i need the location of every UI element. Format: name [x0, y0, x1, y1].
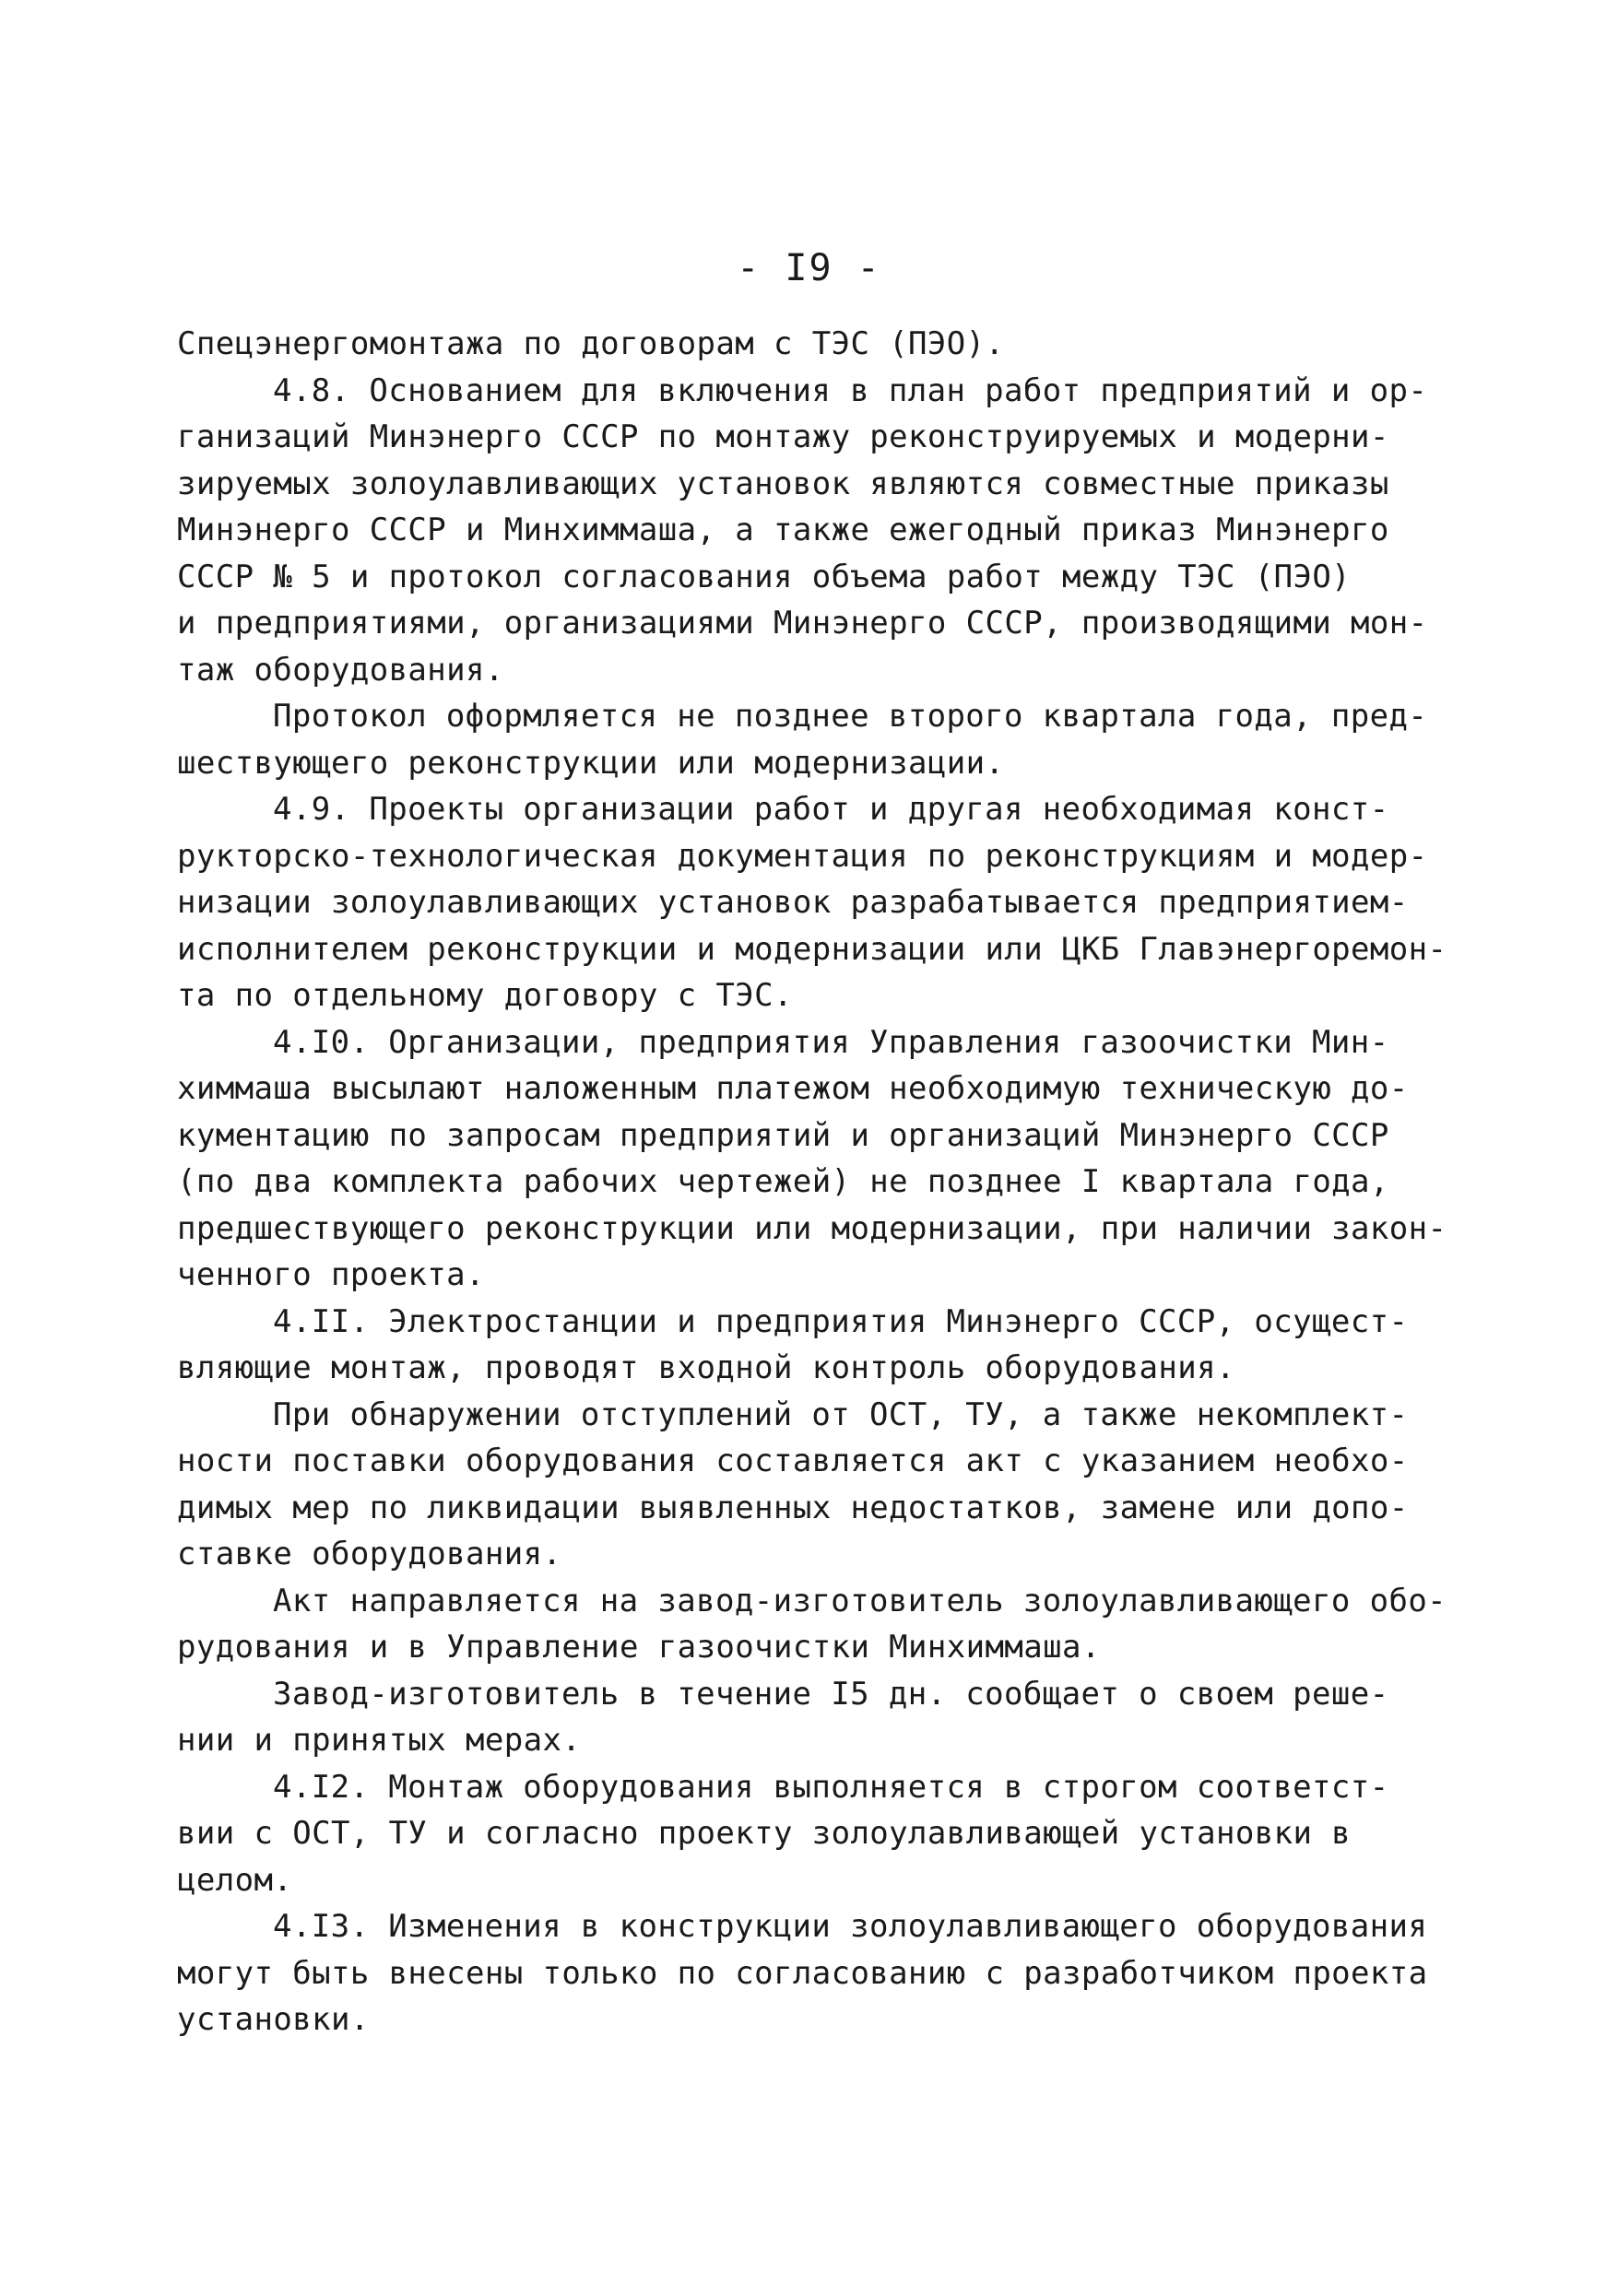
text-line: рудования и в Управление газоочистки Минхиммаша.	[177, 1629, 1101, 1666]
page-number: - I9 -	[737, 247, 881, 289]
text-line: Спецэнергомонтажа по договорам с ТЭС (ПЭО).	[177, 325, 1005, 362]
text-line: 4.I0. Организации, предприятия Управления газоочистки Мин-	[273, 1023, 1389, 1061]
text-line: Минэнерго СССР и Минхиммаша, а также ежегодный приказ Минэнерго	[177, 512, 1389, 548]
text-line: зируемых золоулавливающих установок являются совместные приказы	[177, 465, 1389, 502]
text-line: химмаша высылают наложенным платежом необходимую техническую до-	[177, 1070, 1409, 1107]
text-line: могут быть внесены только по согласованию с разработчиком проекта	[177, 1954, 1428, 1992]
text-line: предшествующего реконструкции или модернизации, при наличии закон-	[177, 1209, 1447, 1247]
text-line: исполнителем реконструкции и модернизации или ЦКБ Главэнергоремон-	[177, 930, 1447, 968]
document-body	[177, 321, 1447, 2043]
text-line: 4.8. Основанием для включения в план работ предприятий и ор-	[273, 371, 1428, 409]
text-line: Акт направляется на завод-изготовитель золоулавливающего обо-	[273, 1582, 1447, 1619]
text-line: нии и принятых мерах.	[177, 1722, 582, 1759]
text-line: и предприятиями, организациями Минэнерго СССР, производящими мон-	[177, 605, 1428, 642]
text-line: рукторско-технологическая документация по реконструкциям и модер-	[177, 837, 1428, 875]
text-line: та по отдельному договору с ТЭС.	[177, 977, 793, 1014]
text-line: вляющие монтаж, проводят входной контроль оборудования.	[177, 1349, 1235, 1386]
text-line: 4.I2. Монтаж оборудования выполняется в строгом соответст-	[273, 1768, 1389, 1806]
text-line: 4.II. Электростанции и предприятия Минэнерго СССР, осущест-	[273, 1302, 1409, 1340]
text-line: ставке оборудования.	[177, 1536, 562, 1572]
text-line: низации золоулавливающих установок разрабатывается предприятием-	[177, 884, 1409, 921]
text-line: 4.9. Проекты организации работ и другая необходимая конст-	[273, 791, 1389, 828]
text-line: ности поставки оборудования составляется акт с указанием необхо-	[177, 1442, 1409, 1479]
text-line: 4.I3. Изменения в конструкции золоулавливающего оборудования	[273, 1908, 1428, 1945]
text-line: ченного проекта.	[177, 1256, 485, 1293]
text-line: вии с ОСТ, ТУ и согласно проекту золоулавливающей установки в	[177, 1815, 1352, 1852]
text-line: таж оборудования.	[177, 651, 504, 689]
text-line: шествующего реконструкции или модернизации.	[177, 744, 1005, 782]
text-line: целом.	[177, 1861, 293, 1899]
text-line: Протокол оформляется не позднее второго квартала года, пред-	[273, 698, 1428, 735]
text-line: ганизаций Минэнерго СССР по монтажу реконструируемых и модерни-	[177, 418, 1389, 455]
text-line: димых мер по ликвидации выявленных недостатков, замене или допо-	[177, 1489, 1409, 1526]
text-line: СССР № 5 и протокол согласования объема работ между ТЭС (ПЭО)	[177, 558, 1352, 595]
text-line: Завод-изготовитель в течение I5 дн. сообщает о своем реше-	[273, 1675, 1389, 1713]
text-line: При обнаружении отступлений от ОСТ, ТУ, а также некомплект-	[273, 1395, 1409, 1433]
text-line: установки.	[177, 2001, 370, 2038]
text-line: кументацию по запросам предприятий и организаций Минэнерго СССР	[177, 1116, 1389, 1154]
text-line: (по два комплекта рабочих чертежей) не позднее I квартала года,	[177, 1163, 1389, 1200]
